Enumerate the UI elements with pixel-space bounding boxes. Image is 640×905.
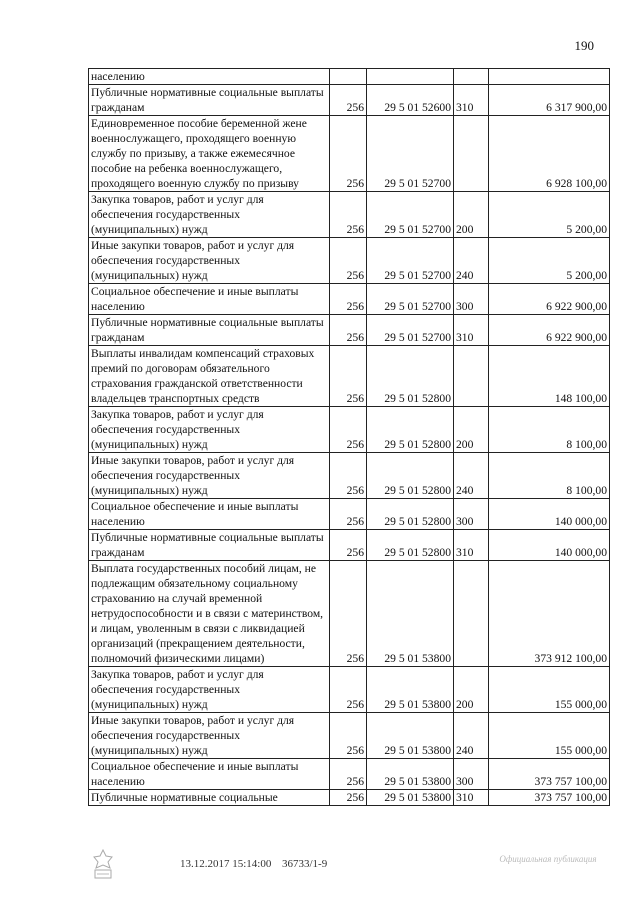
table-row xyxy=(89,759,610,790)
amount-cell: 373 757 100,00 xyxy=(489,790,610,806)
table-row xyxy=(89,530,610,561)
amount-cell: 155 000,00 xyxy=(489,713,610,759)
table-row xyxy=(89,85,610,116)
ved-cell: 256 xyxy=(330,561,367,667)
name-cell: Единовременное пособие беременной жене военнослужащего, проходящего военную службу по призыву, а также ежемесячное пособие на ребенка военнослужащего, проходящего военную службу по призыву xyxy=(89,116,330,192)
table-row xyxy=(89,790,610,806)
amount-cell: 140 000,00 xyxy=(489,530,610,561)
ved-cell: 256 xyxy=(330,499,367,530)
table-row xyxy=(89,116,610,192)
name-cell: Выплаты инвалидам компенсаций страховых премий по договорам обязательного страхования гражданской ответственности владельцев транспортных средств xyxy=(89,346,330,407)
csr-cell: 29 5 01 52800 xyxy=(367,530,454,561)
ved-cell: 256 xyxy=(330,238,367,284)
budget-table xyxy=(88,68,610,806)
csr-cell: 29 5 01 52700 xyxy=(367,315,454,346)
budget-table-body xyxy=(89,69,610,806)
amount-cell: 5 200,00 xyxy=(489,238,610,284)
name-cell: Публичные нормативные социальные выплаты гражданам xyxy=(89,530,330,561)
csr-cell: 29 5 01 52700 xyxy=(367,284,454,315)
ved-cell: 256 xyxy=(330,116,367,192)
table-row xyxy=(89,284,610,315)
table-row xyxy=(89,713,610,759)
vr-cell: 310 xyxy=(454,790,489,806)
name-cell: Публичные нормативные социальные выплаты гражданам xyxy=(89,315,330,346)
amount-cell: 8 100,00 xyxy=(489,407,610,453)
name-cell: Выплата государственных пособий лицам, не подлежащим обязательному социальному страхованию на случай временной нетрудоспособности и в связи с материнством, и лицам, уволенным в связи с ликвидацией организаций (прекращением деятельности, полномочий физическими лицами) xyxy=(89,561,330,667)
ved-cell: 256 xyxy=(330,346,367,407)
name-cell: Закупка товаров, работ и услуг для обеспечения государственных (муниципальных) нужд xyxy=(89,192,330,238)
table-row xyxy=(89,238,610,284)
csr-cell: 29 5 01 52800 xyxy=(367,499,454,530)
name-cell: Социальное обеспечение и иные выплаты населению xyxy=(89,759,330,790)
csr-cell: 29 5 01 53800 xyxy=(367,667,454,713)
vr-cell: 300 xyxy=(454,499,489,530)
vr-cell xyxy=(454,561,489,667)
vr-cell: 240 xyxy=(454,713,489,759)
vr-cell: 310 xyxy=(454,315,489,346)
csr-cell xyxy=(367,69,454,85)
csr-cell: 29 5 01 53800 xyxy=(367,713,454,759)
ved-cell: 256 xyxy=(330,667,367,713)
ved-cell: 256 xyxy=(330,790,367,806)
ved-cell: 256 xyxy=(330,407,367,453)
table-row xyxy=(89,346,610,407)
name-cell: Социальное обеспечение и иные выплаты населению xyxy=(89,499,330,530)
amount-cell: 155 000,00 xyxy=(489,667,610,713)
vr-cell: 200 xyxy=(454,407,489,453)
vr-cell: 200 xyxy=(454,667,489,713)
name-cell: Публичные нормативные социальные xyxy=(89,790,330,806)
name-cell: населению xyxy=(89,69,330,85)
csr-cell: 29 5 01 52700 xyxy=(367,116,454,192)
csr-cell: 29 5 01 52800 xyxy=(367,453,454,499)
csr-cell: 29 5 01 53800 xyxy=(367,561,454,667)
name-cell: Закупка товаров, работ и услуг для обеспечения государственных (муниципальных) нужд xyxy=(89,407,330,453)
name-cell: Публичные нормативные социальные выплаты гражданам xyxy=(89,85,330,116)
table-row xyxy=(89,315,610,346)
amount-cell: 6 928 100,00 xyxy=(489,116,610,192)
vr-cell: 240 xyxy=(454,453,489,499)
table-row xyxy=(89,69,610,85)
csr-cell: 29 5 01 52800 xyxy=(367,346,454,407)
amount-cell xyxy=(489,69,610,85)
csr-cell: 29 5 01 53800 xyxy=(367,759,454,790)
csr-cell: 29 5 01 53800 xyxy=(367,790,454,806)
vr-cell xyxy=(454,116,489,192)
ved-cell: 256 xyxy=(330,315,367,346)
table-row xyxy=(89,667,610,713)
table-row xyxy=(89,453,610,499)
footer-date: 13.12.2017 15:14:00 xyxy=(180,858,272,870)
ved-cell: 256 xyxy=(330,192,367,238)
vr-cell xyxy=(454,69,489,85)
ved-cell: 256 xyxy=(330,85,367,116)
table-row xyxy=(89,192,610,238)
table-row xyxy=(89,407,610,453)
publication-stamp: Официальная публикация xyxy=(499,854,597,864)
ved-cell: 256 xyxy=(330,453,367,499)
ved-cell: 256 xyxy=(330,713,367,759)
name-cell: Иные закупки товаров, работ и услуг для обеспечения государственных (муниципальных) нужд xyxy=(89,453,330,499)
page-number: 190 xyxy=(574,38,594,53)
vr-cell: 200 xyxy=(454,192,489,238)
csr-cell: 29 5 01 52700 xyxy=(367,238,454,284)
vr-cell xyxy=(454,346,489,407)
csr-cell: 29 5 01 52600 xyxy=(367,85,454,116)
amount-cell: 6 922 900,00 xyxy=(489,315,610,346)
name-cell: Закупка товаров, работ и услуг для обеспечения государственных (муниципальных) нужд xyxy=(89,667,330,713)
amount-cell: 140 000,00 xyxy=(489,499,610,530)
name-cell: Иные закупки товаров, работ и услуг для обеспечения государственных (муниципальных) нужд xyxy=(89,238,330,284)
vr-cell: 240 xyxy=(454,238,489,284)
table-row xyxy=(89,499,610,530)
ved-cell xyxy=(330,69,367,85)
csr-cell: 29 5 01 52800 xyxy=(367,407,454,453)
amount-cell: 8 100,00 xyxy=(489,453,610,499)
amount-cell: 373 912 100,00 xyxy=(489,561,610,667)
amount-cell: 5 200,00 xyxy=(489,192,610,238)
vr-cell: 300 xyxy=(454,759,489,790)
vr-cell: 300 xyxy=(454,284,489,315)
name-cell: Социальное обеспечение и иные выплаты населению xyxy=(89,284,330,315)
ved-cell: 256 xyxy=(330,530,367,561)
ved-cell: 256 xyxy=(330,284,367,315)
csr-cell: 29 5 01 52700 xyxy=(367,192,454,238)
amount-cell: 373 757 100,00 xyxy=(489,759,610,790)
amount-cell: 6 317 900,00 xyxy=(489,85,610,116)
vr-cell: 310 xyxy=(454,530,489,561)
table-row xyxy=(89,561,610,667)
emblem-icon xyxy=(90,848,116,887)
ved-cell: 256 xyxy=(330,759,367,790)
amount-cell: 148 100,00 xyxy=(489,346,610,407)
name-cell: Иные закупки товаров, работ и услуг для обеспечения государственных (муниципальных) нужд xyxy=(89,713,330,759)
vr-cell: 310 xyxy=(454,85,489,116)
amount-cell: 6 922 900,00 xyxy=(489,284,610,315)
footer-doc-code: 36733/1-9 xyxy=(282,858,328,870)
